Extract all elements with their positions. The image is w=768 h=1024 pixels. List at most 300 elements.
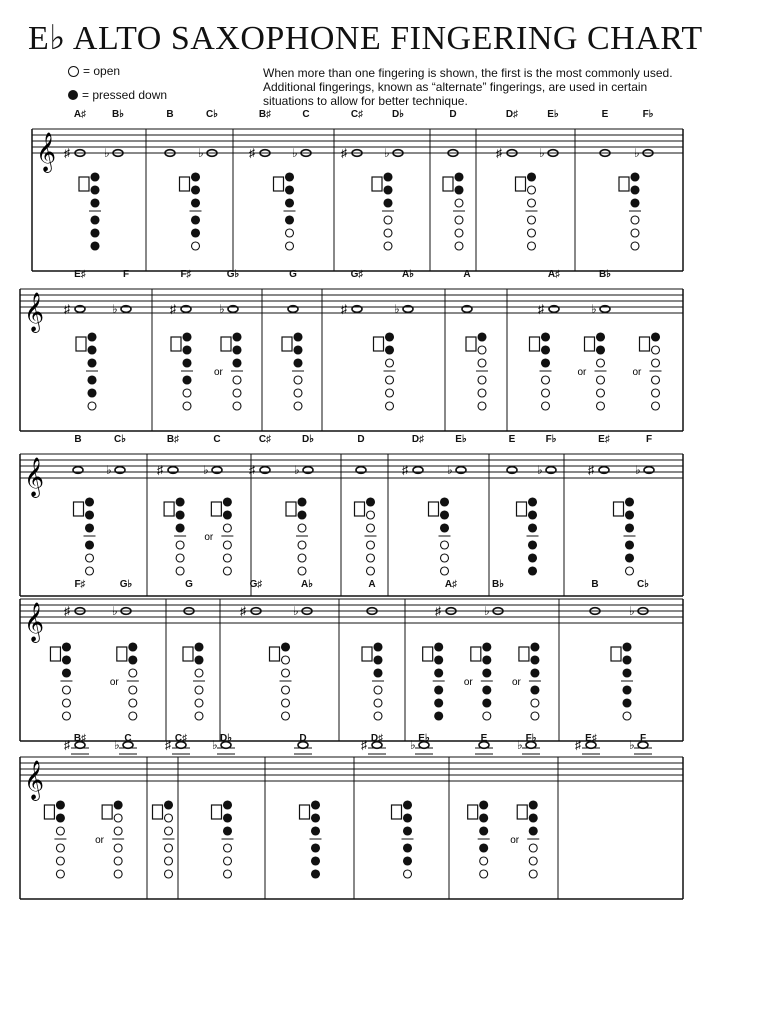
octave-key-icon	[211, 502, 221, 516]
key-hole-icon	[298, 541, 306, 549]
key-hole-icon	[531, 656, 539, 664]
key-hole-icon	[183, 333, 191, 341]
key-hole-icon	[631, 186, 639, 194]
note-name-label: E♯	[74, 269, 86, 280]
note-name-label: B♯	[73, 733, 87, 744]
key-hole-icon	[223, 554, 231, 562]
note-name-label: F♯	[74, 579, 86, 590]
key-hole-icon	[183, 346, 191, 354]
key-hole-icon	[223, 541, 231, 549]
key-hole-icon	[86, 524, 94, 532]
key-hole-icon	[294, 346, 302, 354]
key-hole-icon	[286, 199, 294, 207]
key-hole-icon	[88, 359, 96, 367]
key-hole-icon	[367, 524, 375, 532]
key-hole-icon	[404, 814, 412, 822]
key-hole-icon	[88, 389, 96, 397]
note-name-label: B	[74, 434, 82, 445]
key-hole-icon	[441, 541, 449, 549]
key-hole-icon	[531, 686, 539, 694]
key-hole-icon	[312, 801, 320, 809]
note-name-label: D♯	[505, 109, 519, 120]
note-name-label: B♭	[599, 269, 611, 280]
octave-key-icon	[44, 805, 54, 819]
key-hole-icon	[286, 229, 294, 237]
flat-sign-icon: ♭	[629, 738, 635, 752]
note-name-label: G♯	[249, 579, 263, 590]
key-hole-icon	[91, 229, 99, 237]
octave-key-icon	[530, 337, 540, 351]
sharp-sign-icon: ♯	[249, 146, 255, 160]
key-hole-icon	[529, 827, 537, 835]
note-name-label: D	[449, 109, 457, 120]
note-name-label: D	[357, 434, 365, 445]
flat-sign-icon: ♭	[537, 463, 543, 477]
key-hole-icon	[384, 242, 392, 250]
key-hole-icon	[195, 656, 203, 664]
key-hole-icon	[441, 554, 449, 562]
key-hole-icon	[626, 541, 634, 549]
note-name-label: F	[639, 733, 647, 744]
key-hole-icon	[176, 524, 184, 532]
key-hole-icon	[435, 699, 443, 707]
key-hole-icon	[165, 870, 173, 878]
note-name-label: B♯	[166, 434, 180, 445]
key-hole-icon	[298, 567, 306, 575]
page-title: E♭ ALTO SAXOPHONE FINGERING CHART	[28, 20, 703, 57]
key-hole-icon	[192, 173, 200, 181]
key-hole-icon	[374, 712, 382, 720]
key-hole-icon	[114, 870, 122, 878]
key-hole-icon	[195, 712, 203, 720]
note-name-label: C♯	[350, 109, 364, 120]
key-hole-icon	[176, 567, 184, 575]
key-hole-icon	[480, 801, 488, 809]
key-hole-icon	[294, 333, 302, 341]
key-hole-icon	[631, 216, 639, 224]
key-hole-icon	[529, 567, 537, 575]
key-hole-icon	[404, 844, 412, 852]
note-name-label: G♭	[226, 269, 240, 280]
flat-sign-icon: ♭	[394, 302, 400, 316]
key-hole-icon	[176, 554, 184, 562]
key-hole-icon	[282, 686, 290, 694]
key-hole-icon	[528, 173, 536, 181]
note-name-label: C	[302, 109, 310, 120]
sharp-sign-icon: ♯	[170, 302, 176, 316]
flat-sign-icon: ♭	[447, 463, 453, 477]
key-hole-icon	[374, 669, 382, 677]
description: When more than one fingering is shown, the first is the most commonly used. Additional fingerings, known as “alternate” fingerings, are used in certain situations to allow for better technique.	[263, 66, 673, 108]
key-hole-icon	[88, 376, 96, 384]
note-name-label: A♭	[402, 269, 414, 280]
key-hole-icon	[195, 643, 203, 651]
key-hole-icon	[298, 524, 306, 532]
key-hole-icon	[386, 346, 394, 354]
key-hole-icon	[455, 199, 463, 207]
note-name-label: E♯	[598, 434, 610, 445]
key-hole-icon	[626, 511, 634, 519]
key-hole-icon	[129, 656, 137, 664]
key-hole-icon	[282, 712, 290, 720]
octave-key-icon	[274, 177, 284, 191]
key-hole-icon	[455, 242, 463, 250]
octave-key-icon	[76, 337, 86, 351]
treble-clef-icon: 𝄞	[36, 132, 57, 172]
key-hole-icon	[386, 359, 394, 367]
key-hole-icon	[652, 402, 660, 410]
row-2-svg	[0, 275, 768, 445]
key-hole-icon	[386, 376, 394, 384]
key-hole-icon	[483, 686, 491, 694]
key-hole-icon	[623, 686, 631, 694]
treble-clef-icon: 𝄞	[24, 602, 45, 642]
key-hole-icon	[282, 669, 290, 677]
key-hole-icon	[165, 801, 173, 809]
note-name-label: D♯	[370, 733, 384, 744]
key-hole-icon	[441, 498, 449, 506]
key-hole-icon	[86, 567, 94, 575]
note-name-label: E♭	[547, 109, 559, 120]
key-hole-icon	[62, 656, 70, 664]
key-hole-icon	[480, 844, 488, 852]
key-hole-icon	[298, 554, 306, 562]
or-label: or	[510, 835, 520, 846]
note-name-label: F♯	[180, 269, 192, 280]
key-hole-icon	[478, 376, 486, 384]
key-hole-icon	[483, 643, 491, 651]
key-hole-icon	[386, 333, 394, 341]
key-hole-icon	[478, 346, 486, 354]
octave-key-icon	[468, 805, 478, 819]
flat-sign-icon: ♭	[484, 604, 490, 618]
note-name-label: C♭	[637, 579, 649, 590]
key-hole-icon	[623, 712, 631, 720]
sharp-sign-icon: ♯	[64, 738, 70, 752]
or-label: or	[204, 532, 214, 543]
key-hole-icon	[91, 199, 99, 207]
treble-clef-icon: 𝄞	[24, 760, 45, 800]
key-hole-icon	[286, 173, 294, 181]
octave-key-icon	[355, 502, 365, 516]
key-hole-icon	[652, 333, 660, 341]
key-hole-icon	[176, 511, 184, 519]
key-hole-icon	[223, 524, 231, 532]
row-4-svg	[0, 585, 768, 755]
key-hole-icon	[312, 857, 320, 865]
note-name-label: C	[213, 434, 221, 445]
note-name-label: D	[299, 733, 307, 744]
key-hole-icon	[56, 870, 64, 878]
sharp-sign-icon: ♯	[165, 738, 171, 752]
key-hole-icon	[441, 524, 449, 532]
key-hole-icon	[374, 699, 382, 707]
key-hole-icon	[386, 389, 394, 397]
key-hole-icon	[435, 686, 443, 694]
note-name-label: A♯	[547, 269, 561, 280]
octave-key-icon	[153, 805, 163, 819]
note-name-label: E	[480, 733, 488, 744]
key-hole-icon	[529, 857, 537, 865]
sharp-sign-icon: ♯	[64, 302, 70, 316]
note-name-label: D♭	[302, 434, 314, 445]
octave-key-icon	[585, 337, 595, 351]
key-hole-icon	[483, 712, 491, 720]
flat-sign-icon: ♭	[629, 604, 635, 618]
octave-key-icon	[212, 805, 222, 819]
key-hole-icon	[597, 389, 605, 397]
flat-sign-icon: ♭	[410, 738, 416, 752]
key-hole-icon	[183, 402, 191, 410]
octave-key-icon	[619, 177, 629, 191]
key-hole-icon	[312, 844, 320, 852]
octave-key-icon	[374, 337, 384, 351]
note-name-label: F	[645, 434, 653, 445]
key-hole-icon	[88, 346, 96, 354]
flat-sign-icon: ♭	[294, 463, 300, 477]
key-hole-icon	[91, 242, 99, 250]
key-hole-icon	[531, 712, 539, 720]
key-hole-icon	[374, 643, 382, 651]
key-hole-icon	[626, 524, 634, 532]
key-hole-icon	[165, 857, 173, 865]
key-hole-icon	[294, 376, 302, 384]
open-hole-icon	[68, 66, 79, 77]
flat-sign-icon: ♭	[384, 146, 390, 160]
key-hole-icon	[183, 389, 191, 397]
note-name-label: C♭	[206, 109, 218, 120]
key-hole-icon	[623, 643, 631, 651]
key-hole-icon	[192, 199, 200, 207]
sharp-sign-icon: ♯	[538, 302, 544, 316]
sharp-sign-icon: ♯	[249, 463, 255, 477]
key-hole-icon	[86, 498, 94, 506]
key-hole-icon	[183, 376, 191, 384]
key-hole-icon	[176, 498, 184, 506]
sharp-sign-icon: ♯	[402, 463, 408, 477]
key-hole-icon	[631, 199, 639, 207]
octave-key-icon	[519, 647, 529, 661]
octave-key-icon	[221, 337, 231, 351]
note-name-label: F♭	[642, 109, 654, 120]
flat-sign-icon: ♭	[104, 146, 110, 160]
key-hole-icon	[129, 712, 137, 720]
key-hole-icon	[367, 567, 375, 575]
key-hole-icon	[528, 216, 536, 224]
key-hole-icon	[626, 498, 634, 506]
note-name-label: D♭	[392, 109, 404, 120]
key-hole-icon	[129, 699, 137, 707]
key-hole-icon	[384, 229, 392, 237]
key-hole-icon	[404, 801, 412, 809]
key-hole-icon	[542, 346, 550, 354]
key-hole-icon	[224, 814, 232, 822]
sharp-sign-icon: ♯	[341, 302, 347, 316]
flat-sign-icon: ♭	[212, 738, 218, 752]
note-name-label: F♭	[525, 733, 537, 744]
key-hole-icon	[312, 827, 320, 835]
key-hole-icon	[224, 870, 232, 878]
legend-open-label: = open	[83, 64, 121, 78]
flat-sign-icon: ♭	[114, 738, 120, 752]
note-name-label: B♯	[258, 109, 272, 120]
flat-sign-icon: ♭	[634, 146, 640, 160]
note-name-label: C♯	[258, 434, 272, 445]
note-name-label: A♭	[301, 579, 313, 590]
key-hole-icon	[56, 801, 64, 809]
key-hole-icon	[224, 801, 232, 809]
key-hole-icon	[233, 402, 241, 410]
key-hole-icon	[441, 567, 449, 575]
key-hole-icon	[62, 643, 70, 651]
key-hole-icon	[62, 712, 70, 720]
octave-key-icon	[611, 647, 621, 661]
key-hole-icon	[531, 699, 539, 707]
key-hole-icon	[435, 669, 443, 677]
key-hole-icon	[478, 402, 486, 410]
key-hole-icon	[652, 376, 660, 384]
key-hole-icon	[623, 669, 631, 677]
note-name-label: G	[289, 269, 297, 280]
key-hole-icon	[531, 643, 539, 651]
note-name-label: A	[463, 269, 471, 280]
key-hole-icon	[91, 216, 99, 224]
key-hole-icon	[478, 359, 486, 367]
key-hole-icon	[542, 333, 550, 341]
flat-sign-icon: ♭	[112, 604, 118, 618]
key-hole-icon	[631, 229, 639, 237]
sharp-sign-icon: ♯	[240, 604, 246, 618]
key-hole-icon	[652, 389, 660, 397]
key-hole-icon	[56, 814, 64, 822]
key-hole-icon	[529, 844, 537, 852]
key-hole-icon	[404, 857, 412, 865]
octave-key-icon	[392, 805, 402, 819]
key-hole-icon	[652, 359, 660, 367]
key-hole-icon	[455, 216, 463, 224]
sharp-sign-icon: ♯	[64, 146, 70, 160]
note-name-label: C♯	[174, 733, 188, 744]
key-hole-icon	[183, 359, 191, 367]
key-hole-icon	[435, 643, 443, 651]
key-hole-icon	[114, 827, 122, 835]
key-hole-icon	[597, 376, 605, 384]
key-hole-icon	[529, 814, 537, 822]
key-hole-icon	[623, 699, 631, 707]
key-hole-icon	[529, 498, 537, 506]
key-hole-icon	[542, 389, 550, 397]
note-name-label: E♯	[585, 733, 597, 744]
key-hole-icon	[224, 857, 232, 865]
key-hole-icon	[435, 656, 443, 664]
octave-key-icon	[117, 647, 127, 661]
key-hole-icon	[233, 346, 241, 354]
key-hole-icon	[223, 498, 231, 506]
key-hole-icon	[478, 389, 486, 397]
note-name-label: F	[122, 269, 130, 280]
note-name-label: C♭	[114, 434, 126, 445]
flat-sign-icon: ♭	[292, 146, 298, 160]
key-hole-icon	[531, 669, 539, 677]
or-label: or	[109, 677, 119, 688]
flat-sign-icon: ♭	[293, 604, 299, 618]
flat-sign-icon: ♭	[203, 463, 209, 477]
treble-clef-icon: 𝄞	[24, 457, 45, 497]
octave-key-icon	[517, 805, 527, 819]
key-hole-icon	[384, 173, 392, 181]
key-hole-icon	[114, 814, 122, 822]
key-hole-icon	[626, 567, 634, 575]
key-hole-icon	[195, 699, 203, 707]
key-hole-icon	[86, 511, 94, 519]
octave-key-icon	[74, 502, 84, 516]
key-hole-icon	[88, 402, 96, 410]
key-hole-icon	[528, 242, 536, 250]
key-hole-icon	[631, 242, 639, 250]
note-name-label: F♭	[545, 434, 557, 445]
key-hole-icon	[86, 541, 94, 549]
key-hole-icon	[529, 554, 537, 562]
key-hole-icon	[91, 186, 99, 194]
note-name-label: G♭	[119, 579, 133, 590]
key-hole-icon	[129, 686, 137, 694]
key-hole-icon	[282, 699, 290, 707]
key-hole-icon	[528, 199, 536, 207]
treble-clef-icon: 𝄞	[24, 292, 45, 332]
octave-key-icon	[300, 805, 310, 819]
key-hole-icon	[88, 333, 96, 341]
key-hole-icon	[631, 173, 639, 181]
row-1-svg	[0, 115, 768, 285]
octave-key-icon	[79, 177, 89, 191]
sharp-sign-icon: ♯	[435, 604, 441, 618]
octave-key-icon	[50, 647, 60, 661]
flat-sign-icon: ♭	[112, 302, 118, 316]
key-hole-icon	[286, 216, 294, 224]
key-hole-icon	[233, 376, 241, 384]
flat-sign-icon: ♭	[517, 738, 523, 752]
key-hole-icon	[286, 242, 294, 250]
key-hole-icon	[224, 844, 232, 852]
key-hole-icon	[435, 712, 443, 720]
key-hole-icon	[542, 359, 550, 367]
key-hole-icon	[195, 686, 203, 694]
octave-key-icon	[471, 647, 481, 661]
sharp-sign-icon: ♯	[341, 146, 347, 160]
key-hole-icon	[195, 669, 203, 677]
key-hole-icon	[597, 359, 605, 367]
key-hole-icon	[282, 643, 290, 651]
key-hole-icon	[62, 669, 70, 677]
flat-sign-icon: ♭	[591, 302, 597, 316]
octave-key-icon	[640, 337, 650, 351]
note-name-label: C	[124, 733, 132, 744]
legend	[68, 64, 167, 112]
flat-sign-icon: ♭	[198, 146, 204, 160]
key-hole-icon	[455, 186, 463, 194]
legend-pressed-label: = pressed down	[82, 88, 168, 102]
octave-key-icon	[362, 647, 372, 661]
key-hole-icon	[192, 186, 200, 194]
key-hole-icon	[114, 801, 122, 809]
key-hole-icon	[483, 656, 491, 664]
key-hole-icon	[478, 333, 486, 341]
key-hole-icon	[286, 186, 294, 194]
octave-key-icon	[516, 177, 526, 191]
key-hole-icon	[282, 656, 290, 664]
key-hole-icon	[480, 814, 488, 822]
key-hole-icon	[298, 498, 306, 506]
